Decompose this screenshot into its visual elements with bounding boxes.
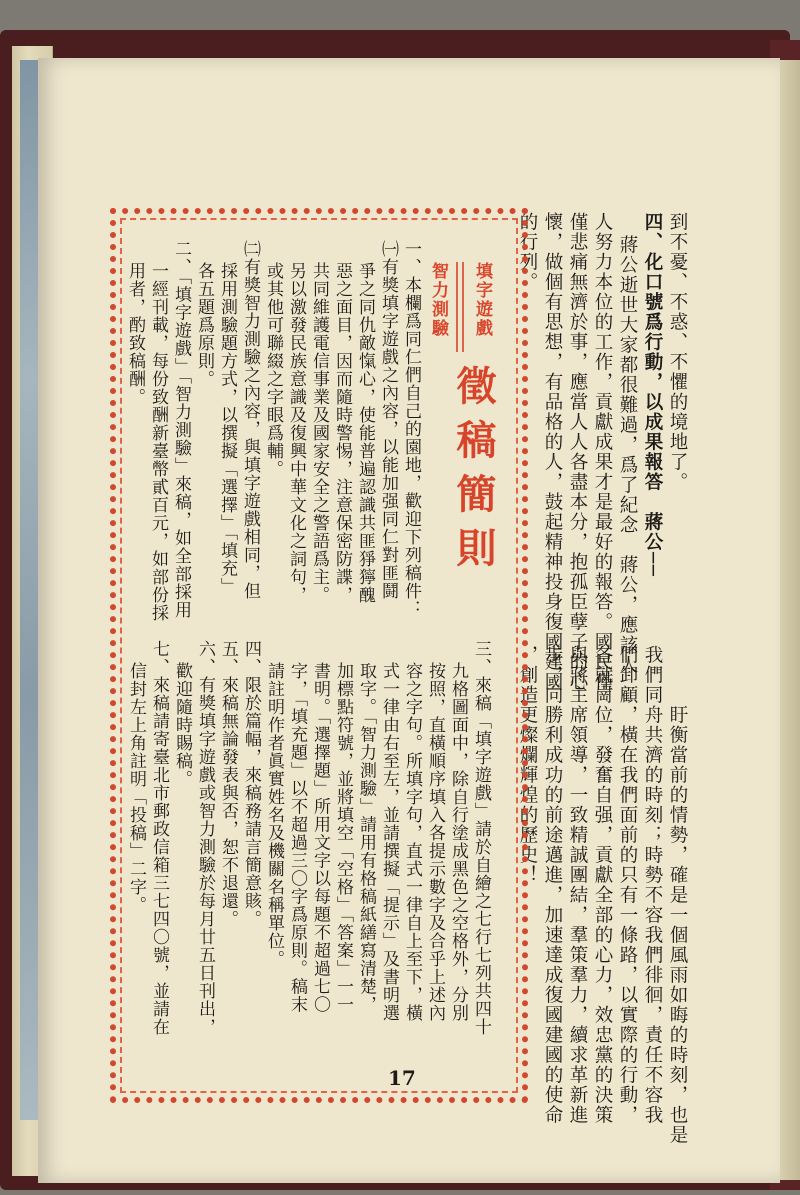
notice-item-2a: 二、「填字遊戲」「智力測驗」來稿，如全部採用 xyxy=(171,240,191,619)
page-right-edge xyxy=(780,60,800,1180)
subtitle-bracket xyxy=(456,262,464,352)
notice-item-3g: 加標點符號，並將填空「空格」「答案」一一 xyxy=(333,662,353,1014)
top-article-line-5: 僅悲痛無濟於事，應當人人各盡本分，抱孤臣孽子的心 xyxy=(567,212,588,692)
side-strip xyxy=(20,60,38,1120)
notice-item-3j: 請註明作者眞實姓名及機關名稱單位。 xyxy=(264,662,284,968)
notice-item-1-2a: ㈡有獎智力測驗之內容，與填字遊戲相同，但 xyxy=(240,240,260,600)
bottom-article-line-6: 步，向勝利成功的前途邁進，加速達成復國建國的使命 xyxy=(542,645,563,1125)
notice-item-3h: 書明。「選擇題」所用文字以每題不超過七〇 xyxy=(310,662,330,1014)
page-number: 17 xyxy=(388,1066,416,1090)
bottom-article-line-5: 與蔣主席領導，一致精誠團結，羣策羣力，續求革新進 xyxy=(567,645,588,1125)
notice-item-1-1f: 或其他可聯綴之字眼爲輔。 xyxy=(263,262,283,478)
notice-item-3d: 容之字句。所填字句，直式一律自上至下，橫 xyxy=(402,662,422,1022)
notice-item-2b: 一經刊載，每份致酬新臺幣貳百元，如部份採 xyxy=(148,262,168,622)
notice-item-3c: 按照，直橫順序填入各提示數字及合乎上述內 xyxy=(425,662,445,1022)
notice-title: 徵稿簡則 xyxy=(450,365,497,581)
notice-item-1-2c: 各五題爲原則。 xyxy=(194,262,214,388)
notice-item-3b: 九格圖面中，除自行塗成黑色之空格外，分別 xyxy=(448,662,468,1022)
top-article-line-4: 人努力本位的工作，貢獻成果才是最好的報答。國民僅 xyxy=(592,212,613,692)
top-article-line-3: 蔣公逝世大家都很難過，爲了紀念 蔣公，應該人 xyxy=(617,235,638,675)
notice-item-1-1b: 爭之同仇敵愾心，使能普遍認識共匪猙獰醜 xyxy=(355,262,375,604)
bottom-article-line-1: 盱衡當前的情勢，確是一個風雨如晦的時刻，也是 xyxy=(667,665,688,1145)
top-article-line-6: 懷，做個有思想，有品格的人，鼓起精神投身復國建國 xyxy=(542,212,563,692)
notice-item-1-1e: 另以激發民族意識及復興中華文化之詞句， xyxy=(286,262,306,604)
notice-item-7a: 七、來稿請寄臺北市郵政信箱三七四〇號，並請在 xyxy=(149,640,169,1036)
notice-item-3i: 字，「填充題」以不超過三〇字爲原則。稿末 xyxy=(287,662,307,1014)
notice-item-4: 四、限於篇幅，來稿務請言簡意賅。 xyxy=(241,640,261,928)
notice-item-3a: 三、來稿「填字遊戲」請於自繪之七行七列共四十 xyxy=(471,640,491,1036)
notice-item-1-1d: 共同維護電信事業及國家安全之警語爲主。 xyxy=(309,262,329,604)
notice-subtitle-2: 智力測驗 xyxy=(428,262,448,338)
notice-item-6a: 六、有獎填字遊戲或智力測驗於每月廿五日刊出， xyxy=(195,640,215,1036)
bottom-article-line-7: ，創造更燦爛輝煌的歷史！ xyxy=(517,645,538,885)
notice-item-7b: 信封左上角註明「投稿」二字。 xyxy=(126,662,146,914)
bottom-article-line-2: 我們同舟共濟的時刻；時勢不容我們徘徊，責任不容我 xyxy=(642,645,663,1125)
notice-item-2c: 用者，酌致稿酬。 xyxy=(125,262,145,406)
top-article-line-1: 到不憂、不惑、不懼的境地了。 xyxy=(667,212,688,492)
bottom-article-line-3: 們卸顧，橫在我們面前的只有一條路，以實際的行動， xyxy=(617,645,638,1125)
top-article-line-7: 的行列。 xyxy=(517,212,538,292)
bottom-article-line-4: 各就崗位，發奮自强，貢獻全部的心力，效忠黨的決策 xyxy=(592,645,613,1125)
notice-item-1: 一、本欄爲同仁們自己的園地，歡迎下列稿件： xyxy=(401,240,421,618)
notice-item-6b: 歡迎隨時賜稿。 xyxy=(172,662,192,788)
notice-item-1-1c: 惡之面目，因而隨時警惕，注意保密防諜， xyxy=(332,262,352,604)
notice-item-3f: 取字。「智力測驗」請用有格稿紙繕寫清楚， xyxy=(356,662,376,1014)
top-article-heading: 四、化口號爲行動，以成果報答 蔣公── xyxy=(642,212,663,578)
notice-item-1-1a: ㈠有獎填字遊戲之內容，以能加强同仁對匪鬪 xyxy=(378,240,398,600)
notice-item-3e: 式一律由右至左，並請撰擬「提示」及書明選 xyxy=(379,662,399,1022)
notice-subtitle-1: 填字遊戲 xyxy=(472,262,492,338)
notice-item-1-2b: 採用測驗題方式，以撰擬「選擇」「填充」 xyxy=(217,262,237,596)
notice-item-5: 五、來稿無論發表與否，恕不退還。 xyxy=(218,640,238,928)
